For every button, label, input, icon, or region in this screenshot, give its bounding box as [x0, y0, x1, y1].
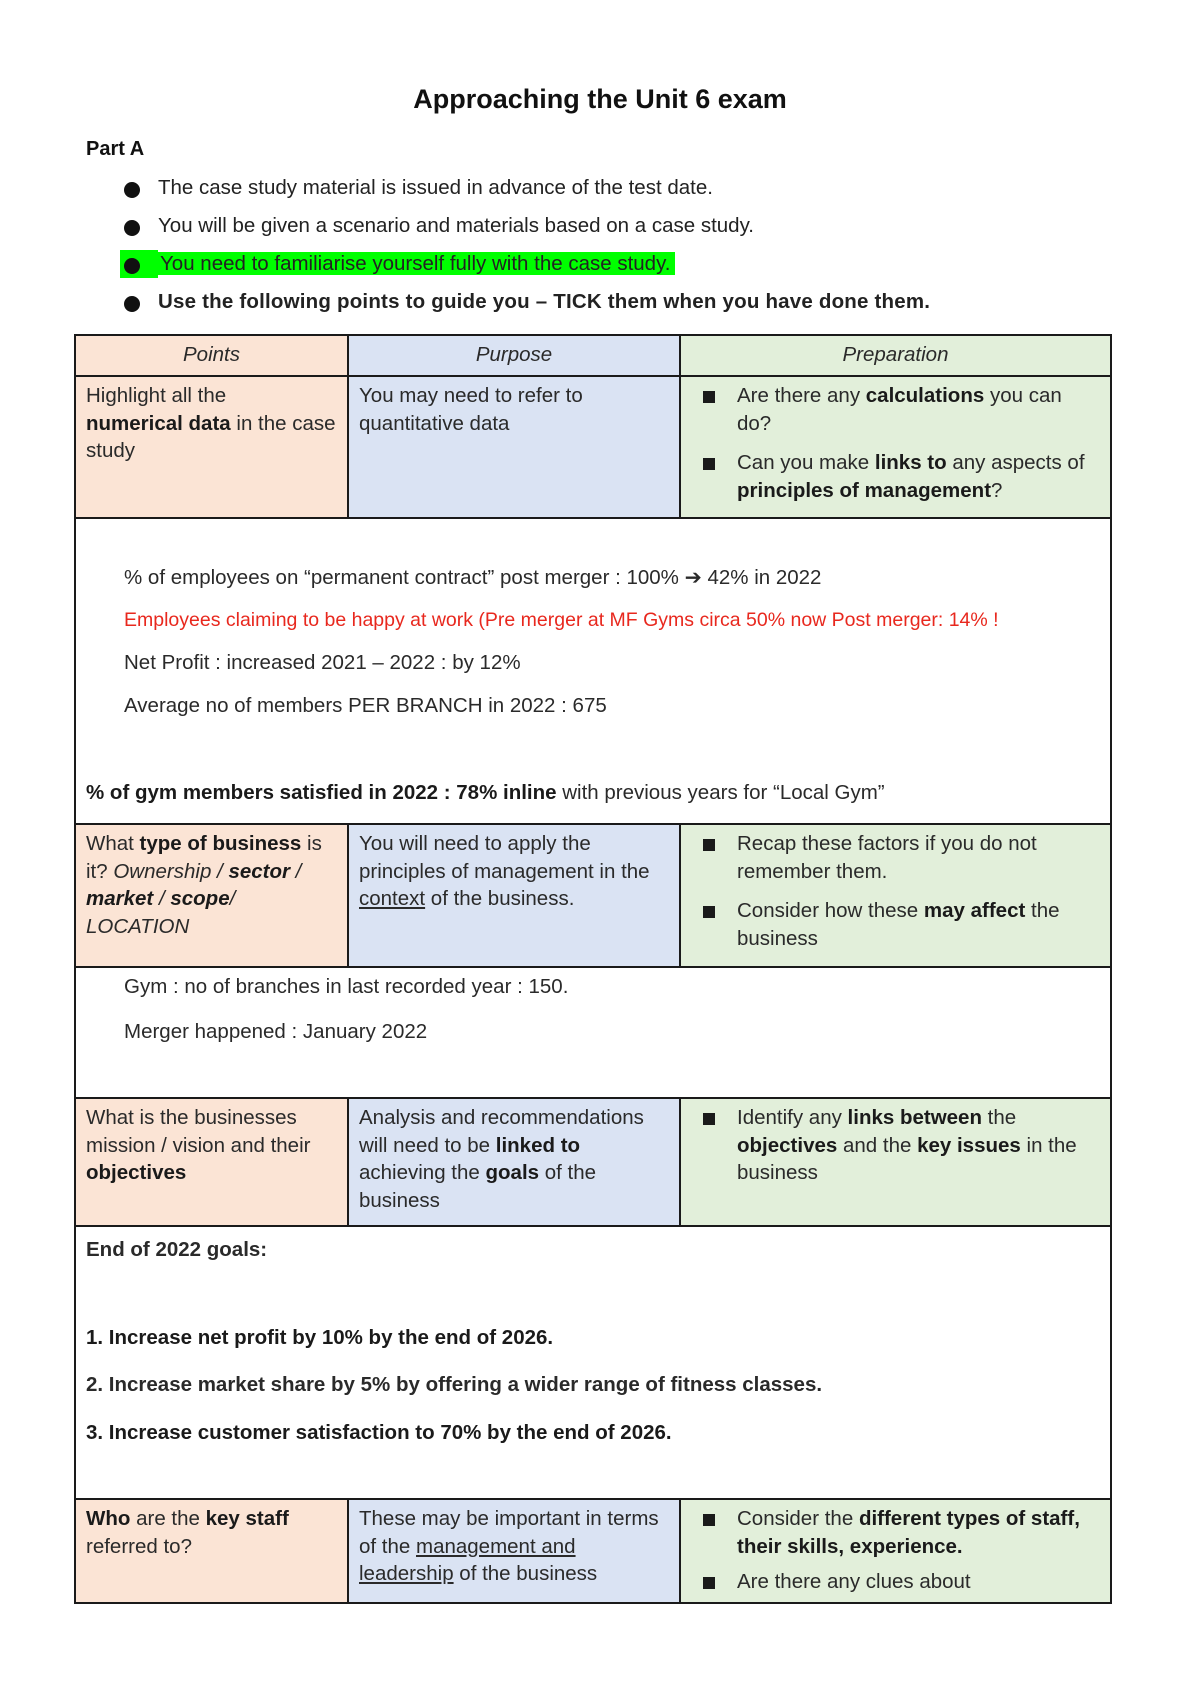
notes-cell	[75, 518, 1111, 824]
point-cell: Who are the key staff referred to?	[75, 1499, 348, 1603]
square-bullet-icon	[703, 458, 715, 470]
preparation-cell	[680, 376, 1111, 518]
purpose-cell: Analysis and recommendations will need to be linked to achieving the goals of the business	[348, 1098, 680, 1226]
bullet-list	[124, 174, 1104, 326]
note-line: Net Profit : increased 2021 – 2022 : by 12%	[124, 651, 521, 674]
list-item: Consider how these may affect the business	[691, 897, 1100, 952]
list-item	[124, 288, 1104, 326]
bullet-text: The case study material is issued in advance of the test date.	[158, 176, 713, 199]
purpose-cell: You may need to refer to quantitative data	[348, 376, 680, 518]
list-item: Consider the different types of staff, their skills, experience.	[691, 1505, 1100, 1560]
preparation-cell	[680, 1098, 1111, 1226]
square-bullet-icon	[703, 1514, 715, 1526]
guide-table	[74, 334, 1112, 1604]
list-item: Identify any links between the objectives and the key issues in the business	[691, 1104, 1100, 1187]
list-item: Recap these factors if you do not remember them.	[691, 830, 1100, 885]
bullet-icon	[124, 220, 140, 236]
list-item	[124, 212, 1104, 250]
bullet-icon	[124, 258, 140, 274]
square-bullet-icon	[703, 906, 715, 918]
header-points: Points	[75, 335, 348, 376]
goal-item: 2. Increase market share by 5% by offering a wider range of fitness classes.	[86, 1373, 823, 1396]
square-bullet-icon	[703, 839, 715, 851]
section-heading: Part A	[86, 138, 145, 160]
goals-heading: End of 2022 goals:	[86, 1238, 268, 1261]
bullet-icon	[124, 296, 140, 312]
bullet-text: You will be given a scenario and materials based on a case study.	[158, 214, 755, 237]
list-item-highlighted	[124, 250, 1104, 288]
note-line: Average no of members PER BRANCH in 2022 : 675	[124, 693, 607, 717]
bullet-text: Use the following points to guide you – TICK them when you have done them.	[158, 290, 931, 313]
purpose-cell: You will need to apply the principles of management in the context of the business.	[348, 824, 680, 967]
point-cell: What type of business is it? Ownership / sector / market / scope/ LOCATION	[75, 824, 348, 967]
goals-cell	[75, 1226, 1111, 1499]
preparation-cell	[680, 1499, 1111, 1603]
bullet-text: You need to familiarise yourself fully with the case study.	[158, 252, 675, 275]
note-line: % of gym members satisfied in 2022 : 78% inline with previous years for “Local Gym”	[86, 781, 885, 804]
goal-item: 1. Increase net profit by 10% by the end of 2026.	[86, 1325, 554, 1349]
note-line-red: Employees claiming to be happy at work (Pre merger at MF Gyms circa 50% now Post merger: 14% !	[124, 608, 999, 631]
list-item	[124, 174, 1104, 212]
header-preparation: Preparation	[680, 335, 1111, 376]
list-item: Are there any calculations you can do?	[691, 382, 1100, 437]
header-purpose: Purpose	[348, 335, 680, 376]
square-bullet-icon	[703, 1577, 715, 1589]
list-item: Can you make links to any aspects of principles of management?	[691, 449, 1100, 504]
list-item: Are there any clues about	[691, 1568, 1100, 1596]
note-line: Gym : no of branches in last recorded year : 150.	[124, 975, 569, 998]
square-bullet-icon	[703, 1113, 715, 1125]
note-line: % of employees on “permanent contract” post merger : 100% ➔ 42% in 2022	[124, 566, 822, 589]
notes-cell	[75, 967, 1111, 1098]
purpose-cell: These may be important in terms of the management and leadership of the business	[348, 1499, 680, 1603]
preparation-cell	[680, 824, 1111, 967]
bullet-icon	[124, 182, 140, 198]
page-title: Approaching the Unit 6 exam	[413, 84, 787, 114]
point-cell: Highlight all the numerical data in the case study	[75, 376, 348, 518]
goal-item: 3. Increase customer satisfaction to 70% by the end of 2026.	[86, 1420, 672, 1444]
point-cell: What is the businesses mission / vision and their objectives	[75, 1098, 348, 1226]
note-line: Merger happened : January 2022	[124, 1019, 428, 1043]
square-bullet-icon	[703, 391, 715, 403]
